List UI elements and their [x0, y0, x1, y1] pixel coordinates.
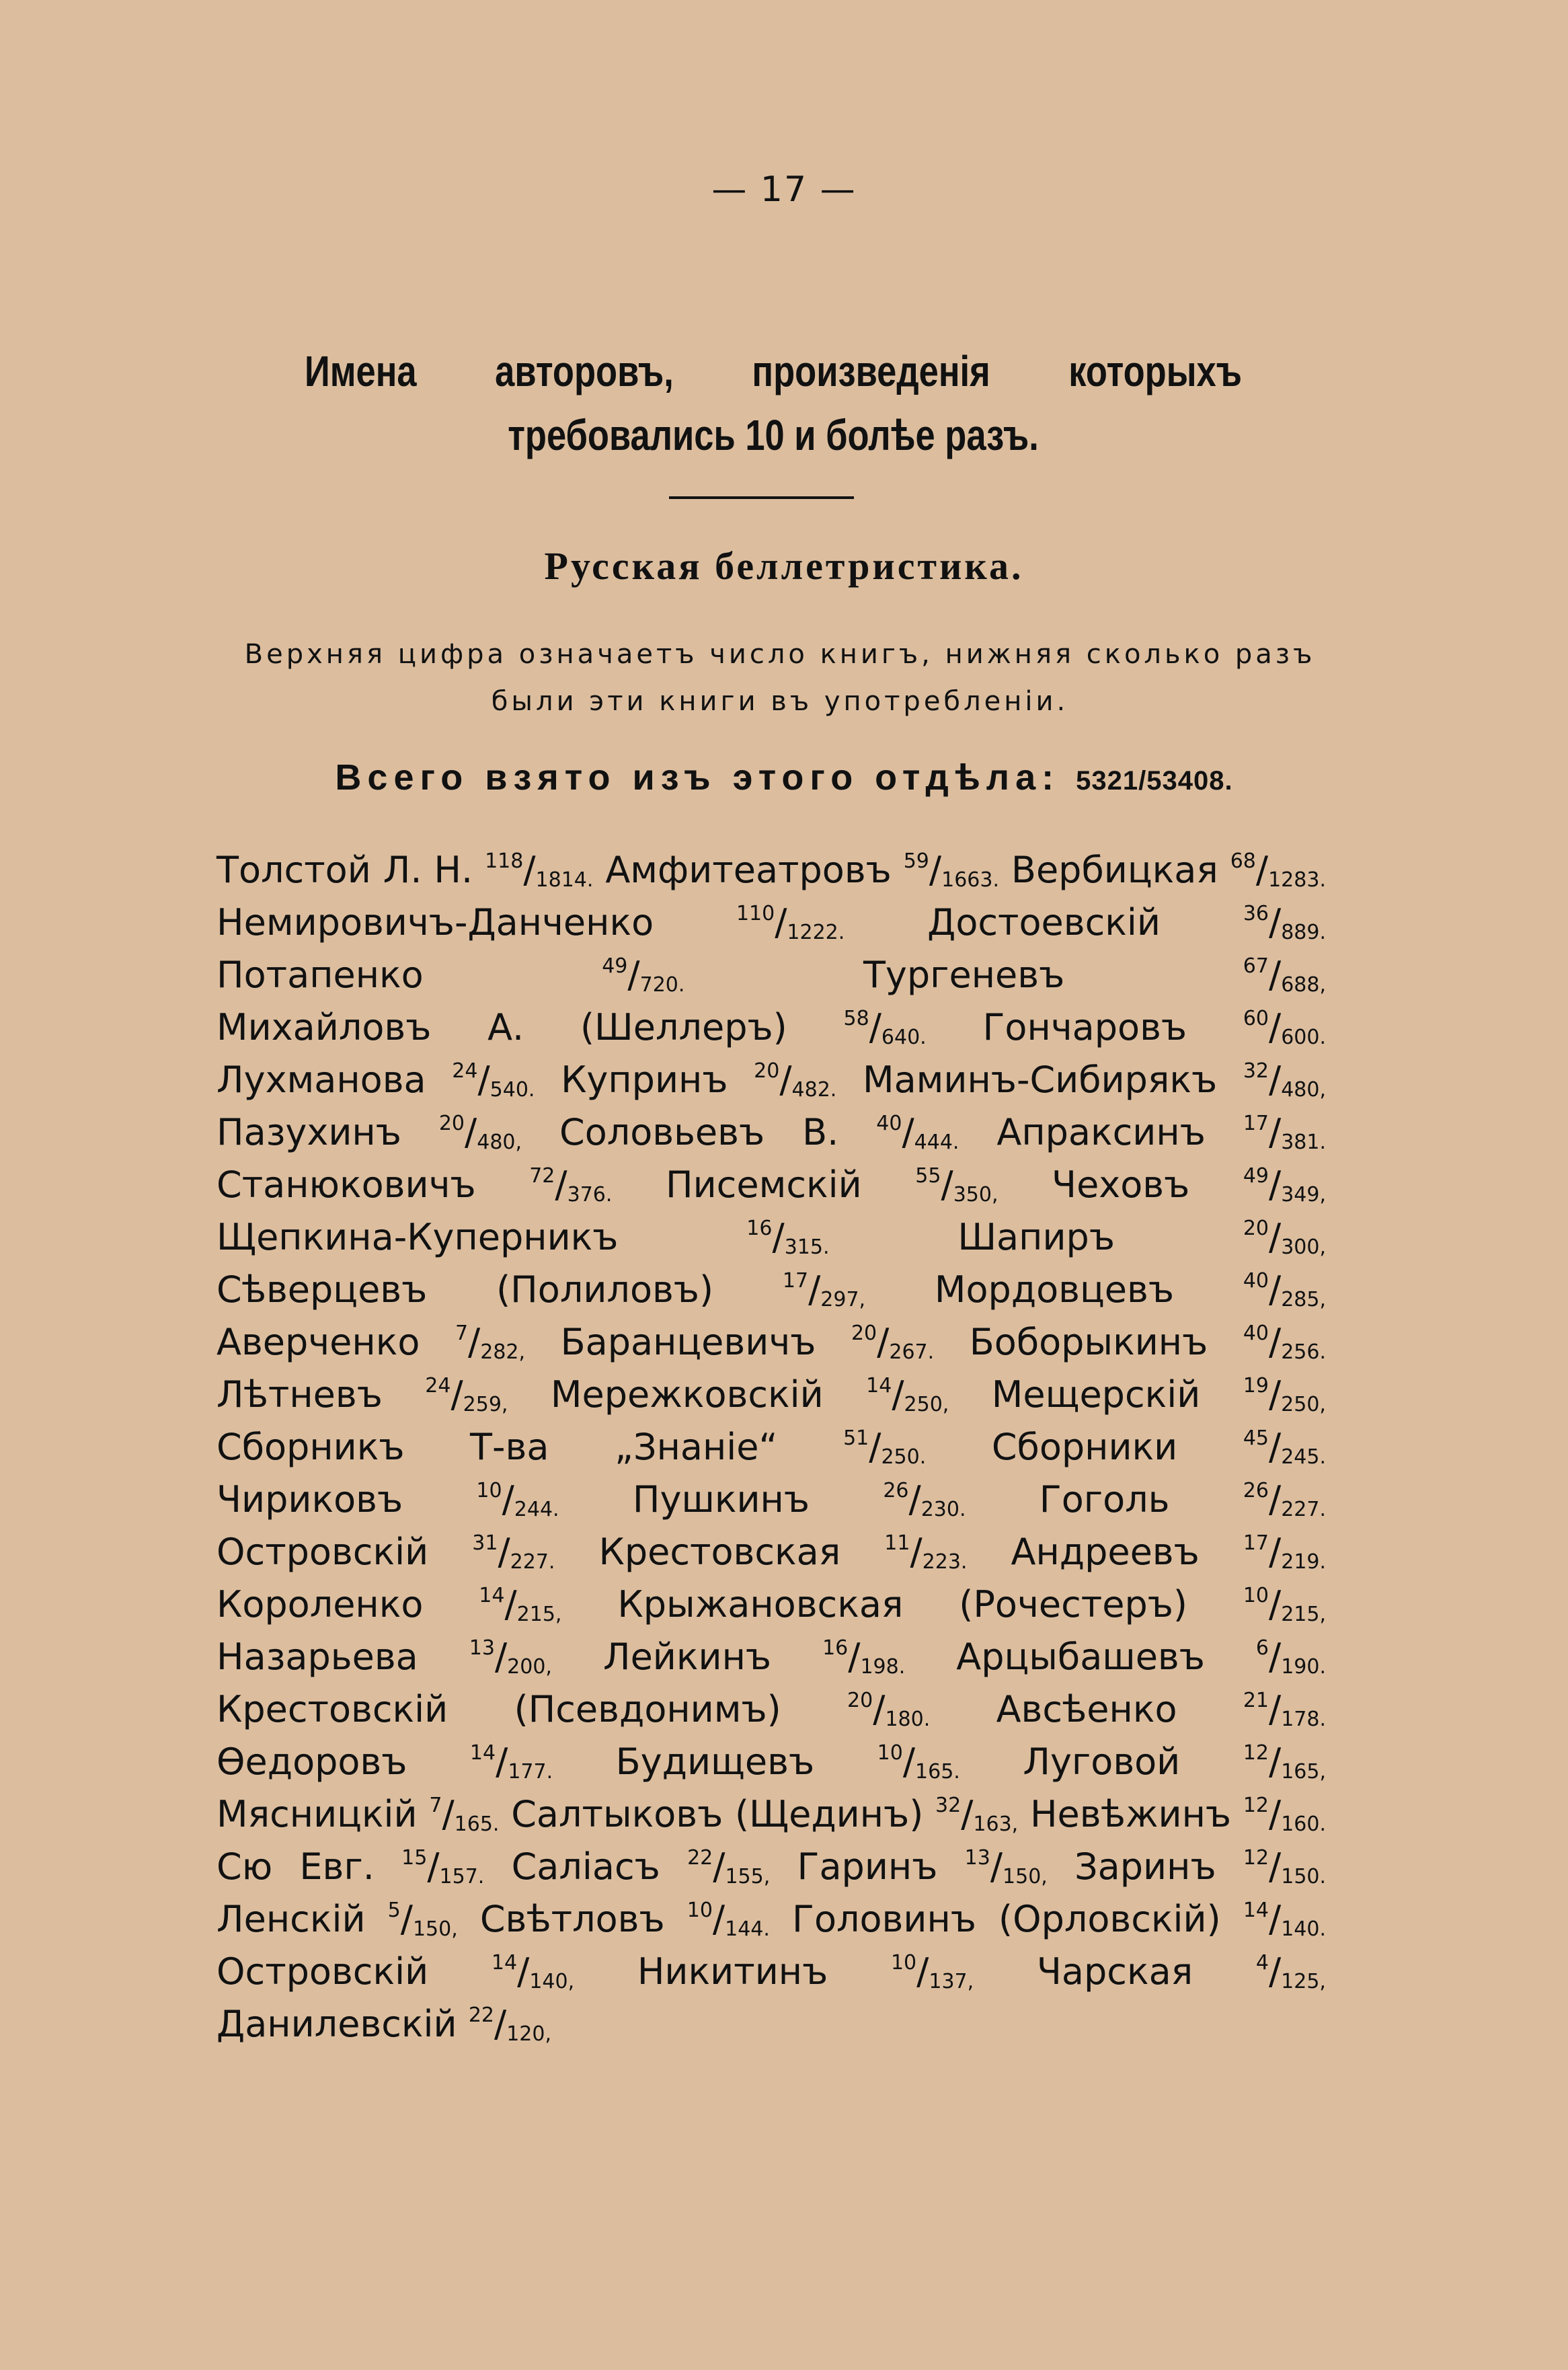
author-name: Потапенко — [217, 954, 424, 996]
author-name: Свѣтловъ — [479, 1898, 665, 1940]
author-entry: Мережковскій $^{14}/_{250,}$ — [550, 1373, 949, 1416]
author-name: Крестовская — [598, 1531, 841, 1573]
usage-count: 482. — [791, 1078, 837, 1102]
author-entry: Никитинъ $^{10}/_{137,}$ — [637, 1950, 974, 1993]
author-entry: Аверченко $^7/_{282,}$ — [217, 1321, 526, 1364]
usage-count: 282, — [480, 1340, 526, 1364]
usage-count: 256. — [1281, 1340, 1327, 1364]
author-entry: Чарская $^4/_{125,}$ — [1036, 1950, 1326, 1993]
book-count: 10 — [877, 1741, 903, 1765]
author-entry: Луговой $^{12}/_{165,}$ — [1023, 1741, 1326, 1784]
book-count: 45 — [1243, 1426, 1269, 1450]
usage-count: 889. — [1281, 921, 1327, 944]
author-entry: Пушкинъ $^{26}/_{230.}$ — [632, 1478, 966, 1521]
usage-count: 244. — [514, 1498, 559, 1521]
author-entry: Мордовцевъ $^{40}/_{285,}$ — [934, 1268, 1326, 1311]
book-count: 14 — [866, 1374, 892, 1398]
author-name: Гоголь — [1039, 1478, 1170, 1521]
author-name: Назарьева — [217, 1636, 418, 1678]
book-count: 16 — [822, 1636, 849, 1660]
author-name: Мережковскій — [550, 1373, 824, 1416]
author-name: Андреевъ — [1011, 1531, 1200, 1573]
author-name: Лухманова — [217, 1059, 426, 1101]
book-count: 5 — [387, 1899, 401, 1922]
book-count: 7 — [455, 1322, 469, 1345]
usage-count: 300, — [1281, 1235, 1326, 1259]
book-count: 51 — [843, 1426, 869, 1450]
usage-count: 215, — [516, 1603, 562, 1626]
usage-count: 250, — [904, 1393, 949, 1416]
book-count: 26 — [883, 1479, 909, 1502]
author-name: Сборникъ Т-ва „Знаніе“ — [217, 1426, 778, 1468]
author-name: Ленскій — [217, 1898, 366, 1940]
book-count: 10 — [1243, 1584, 1269, 1607]
usage-count: 1222. — [787, 921, 845, 944]
total-value: 5321/53408. — [1076, 766, 1233, 796]
author-entry: Соловьевъ В. $^{40}/_{444.}$ — [559, 1111, 959, 1154]
divider-rule — [669, 496, 854, 499]
book-count: 32 — [935, 1794, 962, 1817]
usage-count: 381. — [1281, 1131, 1327, 1154]
author-name: Саліасъ — [511, 1845, 660, 1888]
book-count: 24 — [452, 1059, 478, 1083]
usage-count: 165. — [454, 1812, 500, 1836]
usage-count: 250, — [1281, 1393, 1326, 1416]
usage-count: 1663. — [941, 868, 999, 892]
usage-count: 1283. — [1268, 868, 1326, 892]
author-name: Лейкинъ — [602, 1636, 772, 1678]
usage-count: 190. — [1281, 1655, 1327, 1679]
author-name: Купринъ — [561, 1059, 728, 1101]
author-name: Никитинъ — [637, 1950, 828, 1993]
author-entry: Ѳедоровъ $^{14}/_{177.}$ — [217, 1741, 553, 1784]
section-title: Русская беллетристика. — [544, 544, 1024, 588]
book-count: 12 — [1243, 1846, 1269, 1870]
author-entry: Арцыбашевъ $^6/_{190.}$ — [956, 1636, 1327, 1679]
author-entry: Михайловъ А. (Шеллеръ) $^{58}/_{640.}$ — [217, 1006, 927, 1049]
author-entry: Станюковичъ $^{72}/_{376.}$ — [217, 1163, 613, 1207]
usage-count: 155, — [725, 1865, 771, 1888]
book-count: 60 — [1243, 1007, 1269, 1030]
book-count: 10 — [890, 1951, 917, 1975]
usage-count: 125, — [1281, 1970, 1326, 1993]
usage-count: 600. — [1281, 1026, 1327, 1049]
author-entry: Сю Евг. $^{15}/_{157.}$ — [217, 1845, 485, 1888]
author-entry: Амфитеатровъ $^{59}/_{1663.}$ — [605, 849, 999, 892]
author-name: Гаринъ — [797, 1845, 938, 1888]
book-count: 16 — [746, 1217, 773, 1240]
author-name: Амфитеатровъ — [605, 849, 892, 891]
author-entry: Гаринъ $^{13}/_{150,}$ — [797, 1845, 1048, 1888]
author-entry: Крестовскій (Псевдонимъ) $^{20}/_{180.}$ — [217, 1688, 931, 1731]
author-entry: Заринъ $^{12}/_{150.}$ — [1074, 1845, 1327, 1888]
author-name: Щепкина-Куперникъ — [217, 1216, 619, 1258]
book-count: 67 — [1243, 954, 1269, 978]
author-list — [217, 844, 1326, 2051]
usage-count: 297, — [820, 1288, 866, 1311]
book-count: 4 — [1255, 1951, 1269, 1975]
author-entry: Короленко $^{14}/_{215,}$ — [217, 1583, 562, 1626]
usage-count: 140. — [1281, 1917, 1326, 1941]
book-count: 20 — [1243, 1217, 1269, 1240]
author-entry: Гончаровъ $^{60}/_{600.}$ — [982, 1006, 1327, 1049]
usage-count: 198. — [860, 1655, 906, 1679]
main-title: Имена авторовъ, произведенія которыхъ требовались 10 и болѣе разъ. — [305, 347, 1242, 459]
book-count: 14 — [479, 1584, 505, 1607]
usage-count: 180. — [885, 1708, 931, 1731]
book-count: 7 — [429, 1794, 442, 1817]
author-name: Чарская — [1036, 1950, 1193, 1993]
book-count: 12 — [1243, 1794, 1269, 1817]
usage-count: 215, — [1281, 1603, 1327, 1626]
author-entry: Апраксинъ $^{17}/_{381.}$ — [996, 1111, 1327, 1154]
usage-count: 140, — [529, 1970, 575, 1993]
author-name: Сѣверцевъ (Полиловъ) — [217, 1268, 714, 1311]
book-count: 40 — [876, 1112, 902, 1135]
usage-count: 160. — [1281, 1812, 1326, 1836]
usage-count: 150. — [1281, 1865, 1327, 1888]
author-name: Крестовскій (Псевдонимъ) — [217, 1688, 781, 1730]
author-entry: Островскій $^{31}/_{227.}$ — [217, 1531, 555, 1574]
author-name: Мещерскій — [991, 1373, 1201, 1416]
author-entry: Ленскій $^5/_{150,}$ — [217, 1898, 458, 1941]
book-count: 55 — [915, 1164, 941, 1188]
author-name: Боборыкинъ — [969, 1321, 1208, 1363]
book-count: 58 — [843, 1007, 869, 1030]
author-name: Достоевскій — [927, 901, 1161, 944]
usage-count: 219. — [1281, 1550, 1327, 1574]
book-count: 15 — [401, 1846, 428, 1870]
author-entry: Гоголь $^{26}/_{227.}$ — [1039, 1478, 1326, 1521]
author-name: Апраксинъ — [996, 1111, 1206, 1153]
author-entry: Мясницкій $^7/_{165.}$ — [217, 1793, 500, 1836]
book-count: 40 — [1243, 1322, 1269, 1345]
usage-count: 245. — [1281, 1445, 1326, 1469]
author-entry: Сборники $^{45}/_{245.}$ — [991, 1426, 1326, 1469]
author-entry: Шапиръ $^{20}/_{300,}$ — [957, 1216, 1326, 1259]
author-entry: Маминъ-Сибирякъ $^{32}/_{480,}$ — [862, 1059, 1326, 1102]
author-entry: Салтыковъ (Щединъ) $^{32}/_{163,}$ — [511, 1793, 1019, 1836]
book-count: 72 — [529, 1164, 555, 1188]
total-label: Всего взято изъ этого отдѣла: — [335, 757, 1060, 798]
usage-count: 165, — [1281, 1760, 1326, 1784]
usage-count: 177. — [508, 1760, 553, 1784]
author-entry: Тургеневъ $^{67}/_{688,}$ — [863, 954, 1326, 997]
author-name: Пазухинъ — [217, 1111, 401, 1153]
legend-note: Верхняя цифра означаетъ число книгъ, нижняя сколько разъ были эти книги въ употребленіи. — [244, 639, 1316, 717]
author-entry: Лѣтневъ $^{24}/_{259,}$ — [217, 1373, 508, 1416]
author-name: Михайловъ А. (Шеллеръ) — [217, 1006, 787, 1048]
author-entry: Сборникъ Т-ва „Знаніе“ $^{51}/_{250.}$ — [217, 1426, 927, 1469]
usage-count: 688, — [1281, 973, 1326, 997]
book-count: 40 — [1243, 1269, 1269, 1293]
author-entry: Достоевскій $^{36}/_{889.}$ — [927, 901, 1327, 944]
book-count: 19 — [1243, 1374, 1269, 1398]
author-entry: Мещерскій $^{19}/_{250,}$ — [991, 1373, 1326, 1416]
author-name: Сю Евг. — [217, 1845, 375, 1888]
usage-count: 376. — [567, 1183, 613, 1207]
author-entry: Назарьева $^{13}/_{200,}$ — [217, 1636, 552, 1679]
author-entry: Чеховъ $^{49}/_{349,}$ — [1052, 1163, 1327, 1207]
book-count: 10 — [476, 1479, 502, 1502]
author-name: Островскій — [217, 1950, 429, 1993]
author-name: Мясницкій — [217, 1793, 418, 1835]
usage-count: 1814. — [535, 868, 594, 892]
usage-count: 480, — [1281, 1078, 1326, 1102]
author-name: Баранцевичъ — [560, 1321, 816, 1363]
author-name: Вербицкая — [1011, 849, 1218, 891]
author-name: Аверченко — [217, 1321, 420, 1363]
book-count: 31 — [472, 1531, 498, 1555]
usage-count: 350, — [953, 1183, 998, 1207]
author-entry: Боборыкинъ $^{40}/_{256.}$ — [969, 1321, 1327, 1364]
author-name: Соловьевъ В. — [559, 1111, 839, 1153]
author-entry: Сѣверцевъ (Полиловъ) $^{17}/_{297,}$ — [217, 1268, 866, 1311]
author-name: Салтыковъ (Щединъ) — [511, 1793, 924, 1835]
author-entry: Невѣжинъ $^{12}/_{160.}$ — [1029, 1793, 1326, 1836]
usage-count: 285, — [1281, 1288, 1326, 1311]
author-name: Толстой Л. Н. — [217, 849, 473, 891]
book-count: 6 — [1255, 1636, 1269, 1660]
book-count: 14 — [491, 1951, 518, 1975]
usage-count: 315. — [784, 1235, 830, 1259]
usage-count: 137, — [929, 1970, 974, 1993]
author-entry: Лухманова $^{24}/_{540.}$ — [217, 1059, 535, 1102]
author-name: Будищевъ — [615, 1741, 815, 1783]
author-entry: Свѣтловъ $^{10}/_{144.}$ — [479, 1898, 770, 1941]
author-name: Гончаровъ — [982, 1006, 1187, 1048]
author-name: Крыжановская (Рочестеръ) — [617, 1583, 1187, 1626]
author-name: Тургеневъ — [863, 954, 1065, 996]
author-entry: Крыжановская (Рочестеръ) $^{10}/_{215,}$ — [617, 1583, 1327, 1626]
book-count: 26 — [1243, 1479, 1269, 1502]
section-total — [0, 757, 1568, 798]
author-entry: Потапенко $^{49}/_{720.}$ — [217, 954, 685, 997]
usage-count: 163, — [973, 1812, 1019, 1836]
usage-count: 200, — [507, 1655, 552, 1679]
author-name: Островскій — [217, 1531, 429, 1573]
usage-count: 444. — [914, 1131, 959, 1154]
book-count: 10 — [687, 1899, 713, 1922]
book-count: 14 — [469, 1741, 496, 1765]
book-count: 21 — [1243, 1689, 1269, 1712]
book-count: 12 — [1243, 1741, 1269, 1765]
author-entry: Будищевъ $^{10}/_{165.}$ — [615, 1741, 960, 1784]
book-count: 49 — [1243, 1164, 1269, 1188]
author-entry: Лейкинъ $^{16}/_{198.}$ — [602, 1636, 906, 1679]
author-name: Короленко — [217, 1583, 424, 1626]
usage-count: 144. — [725, 1917, 770, 1941]
book-count: 14 — [1243, 1899, 1269, 1922]
author-entry: Писемскій $^{55}/_{350,}$ — [665, 1163, 998, 1207]
book-count: 24 — [425, 1374, 451, 1398]
author-entry: Пазухинъ $^{20}/_{480,}$ — [217, 1111, 522, 1154]
usage-count: 259, — [463, 1393, 508, 1416]
author-name: Невѣжинъ — [1029, 1793, 1232, 1835]
book-count: 13 — [964, 1846, 990, 1870]
usage-count: 250. — [881, 1445, 927, 1469]
author-name: Головинъ (Орловскій) — [792, 1898, 1221, 1940]
usage-count: 150, — [412, 1917, 458, 1941]
book-count: 59 — [903, 849, 929, 873]
book-count: 32 — [1243, 1059, 1269, 1083]
author-entry: Крестовская $^{11}/_{223.}$ — [598, 1531, 968, 1574]
author-entry: Авсѣенко $^{21}/_{178.}$ — [996, 1688, 1326, 1731]
book-count: 11 — [884, 1531, 910, 1555]
usage-count: 640. — [881, 1026, 927, 1049]
author-entry: Чириковъ $^{10}/_{244.}$ — [217, 1478, 559, 1521]
author-name: Ѳедоровъ — [217, 1741, 407, 1783]
usage-count: 480, — [477, 1131, 522, 1154]
usage-count: 349, — [1281, 1183, 1327, 1207]
usage-count: 227. — [510, 1550, 555, 1574]
book-count: 20 — [754, 1059, 780, 1083]
author-name: Пушкинъ — [632, 1478, 810, 1521]
author-entry: Саліасъ $^{22}/_{155,}$ — [511, 1845, 771, 1888]
book-count: 22 — [468, 2003, 495, 2027]
page-number: — 17 — — [711, 169, 857, 210]
author-entry: Данилевскій $^{22}/_{120,}$ — [217, 2003, 552, 2046]
usage-count: 178. — [1281, 1708, 1326, 1731]
book-count: 20 — [851, 1322, 877, 1345]
author-entry: Островскій $^{14}/_{140,}$ — [217, 1950, 575, 1993]
author-name: Заринъ — [1074, 1845, 1216, 1888]
author-name: Чеховъ — [1052, 1163, 1190, 1206]
book-count: 68 — [1230, 849, 1256, 873]
book-count: 20 — [438, 1112, 465, 1135]
author-name: Луговой — [1023, 1741, 1181, 1783]
author-name: Маминъ-Сибирякъ — [862, 1059, 1218, 1101]
usage-count: 157. — [439, 1865, 485, 1888]
usage-count: 540. — [489, 1078, 535, 1102]
usage-count: 720. — [639, 973, 685, 997]
book-count: 36 — [1243, 902, 1269, 925]
usage-count: 267. — [889, 1340, 935, 1364]
usage-count: 227. — [1281, 1498, 1326, 1521]
author-entry: Щепкина-Куперникъ $^{16}/_{315.}$ — [217, 1216, 830, 1259]
author-name: Писемскій — [665, 1163, 862, 1206]
author-name: Станюковичъ — [217, 1163, 476, 1206]
author-entry: Немировичъ-Данченко $^{110}/_{1222.}$ — [217, 901, 845, 944]
book-count: 49 — [602, 954, 628, 978]
book-count: 17 — [782, 1269, 809, 1293]
author-name: Лѣтневъ — [217, 1373, 383, 1416]
book-count: 118 — [485, 849, 524, 873]
author-name: Арцыбашевъ — [956, 1636, 1205, 1678]
book-count: 20 — [847, 1689, 873, 1712]
author-name: Шапиръ — [957, 1216, 1115, 1258]
book-count: 13 — [469, 1636, 495, 1660]
author-name: Данилевскій — [217, 2003, 457, 2045]
usage-count: 230. — [920, 1498, 966, 1521]
author-entry: Толстой Л. Н. $^{118}/_{1814.}$ — [217, 849, 594, 892]
author-name: Чириковъ — [217, 1478, 403, 1521]
author-entry: Купринъ $^{20}/_{482.}$ — [561, 1059, 837, 1102]
author-name: Немировичъ-Данченко — [217, 901, 654, 944]
author-entry: Баранцевичъ $^{20}/_{267.}$ — [560, 1321, 935, 1364]
usage-count: 165. — [915, 1760, 960, 1784]
book-count: 110 — [736, 902, 775, 925]
usage-count: 150, — [1003, 1865, 1048, 1888]
usage-count: 223. — [922, 1550, 968, 1574]
book-count: 22 — [687, 1846, 713, 1870]
author-name: Мордовцевъ — [934, 1268, 1174, 1311]
author-entry: Головинъ (Орловскій) $^{14}/_{140.}$ — [792, 1898, 1326, 1941]
usage-count: 120, — [506, 2022, 552, 2046]
author-name: Авсѣенко — [996, 1688, 1177, 1730]
book-count: 17 — [1243, 1112, 1269, 1135]
book-count: 17 — [1243, 1531, 1269, 1555]
author-entry: Андреевъ $^{17}/_{219.}$ — [1011, 1531, 1327, 1574]
author-entry: Вербицкая $^{68}/_{1283.}$ — [1011, 849, 1326, 892]
author-name: Сборники — [991, 1426, 1178, 1468]
